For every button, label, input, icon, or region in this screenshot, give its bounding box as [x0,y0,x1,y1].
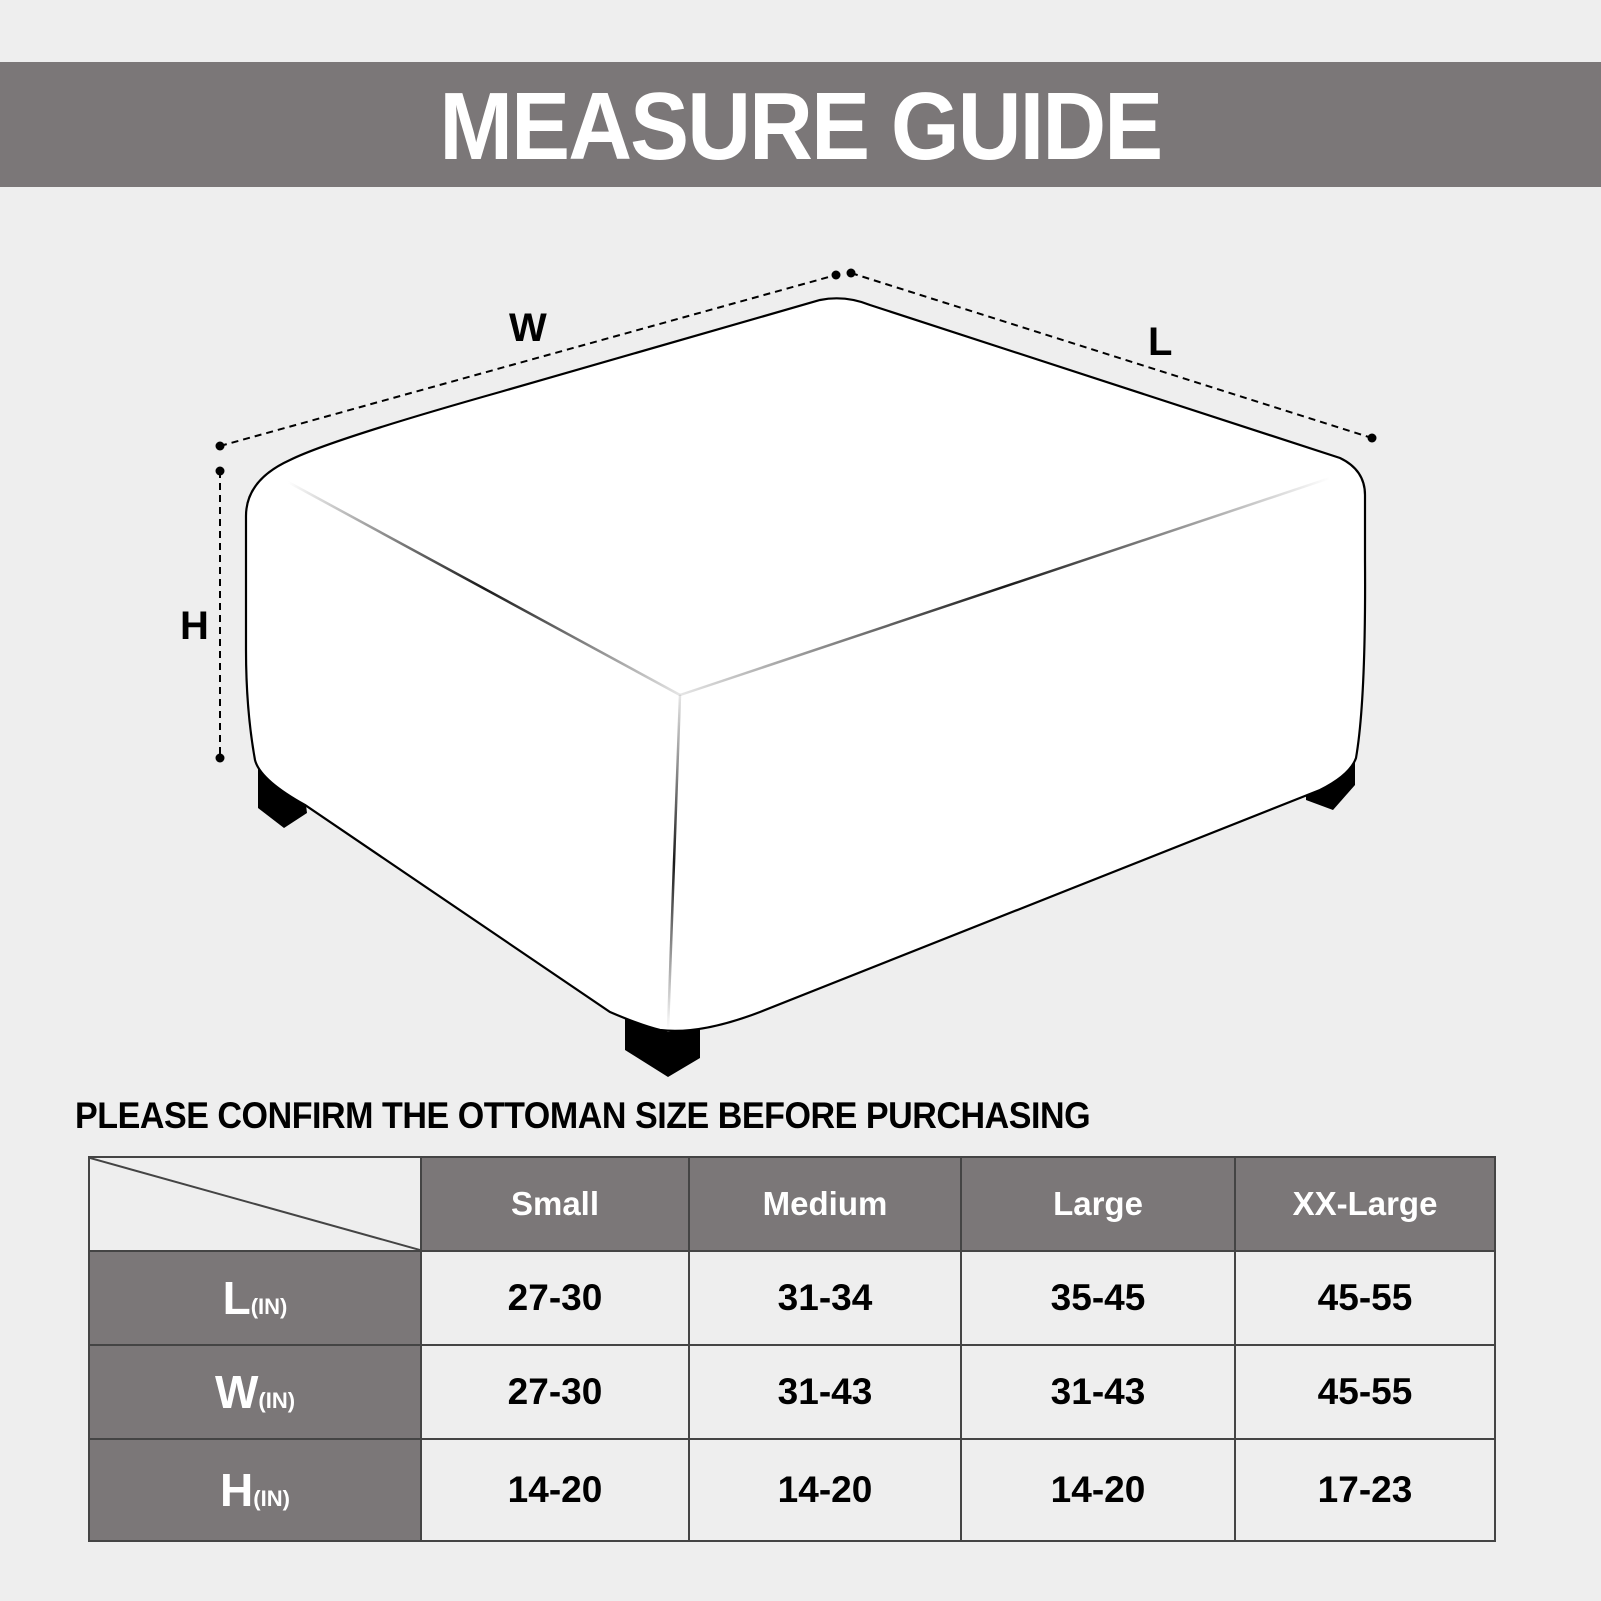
table-cell: 31-43 [961,1345,1235,1439]
table-cell: 31-34 [689,1251,961,1345]
row-header-width: W(IN) [89,1345,421,1439]
width-label: W [509,306,547,350]
table-cell: 27-30 [421,1251,689,1345]
row-header-length: L(IN) [89,1251,421,1345]
length-label: L [1148,320,1173,364]
column-header-xx-large: XX-Large [1235,1157,1495,1251]
table-cell: 27-30 [421,1345,689,1439]
diagonal-divider-icon [90,1158,420,1250]
column-header-medium: Medium [689,1157,961,1251]
table-row [89,1251,1495,1345]
size-table [88,1156,1496,1542]
height-label: H [180,604,209,648]
table-row [89,1345,1495,1439]
table-corner-cell [89,1157,421,1251]
table-cell: 45-55 [1235,1251,1495,1345]
column-header-small: Small [421,1157,689,1251]
table-cell: 45-55 [1235,1345,1495,1439]
table-cell: 17-23 [1235,1439,1495,1541]
table-cell: 35-45 [961,1251,1235,1345]
table-cell: 14-20 [689,1439,961,1541]
page-title: MEASURE GUIDE [439,72,1162,180]
table-cell: 14-20 [961,1439,1235,1541]
column-header-large: Large [961,1157,1235,1251]
size-notice: PLEASE CONFIRM THE OTTOMAN SIZE BEFORE PURCHASING [75,1095,1091,1136]
row-header-height: H(IN) [89,1439,421,1541]
table-cell: 31-43 [689,1345,961,1439]
table-header-row [89,1157,1495,1251]
table-cell: 14-20 [421,1439,689,1541]
table-row [89,1439,1495,1541]
